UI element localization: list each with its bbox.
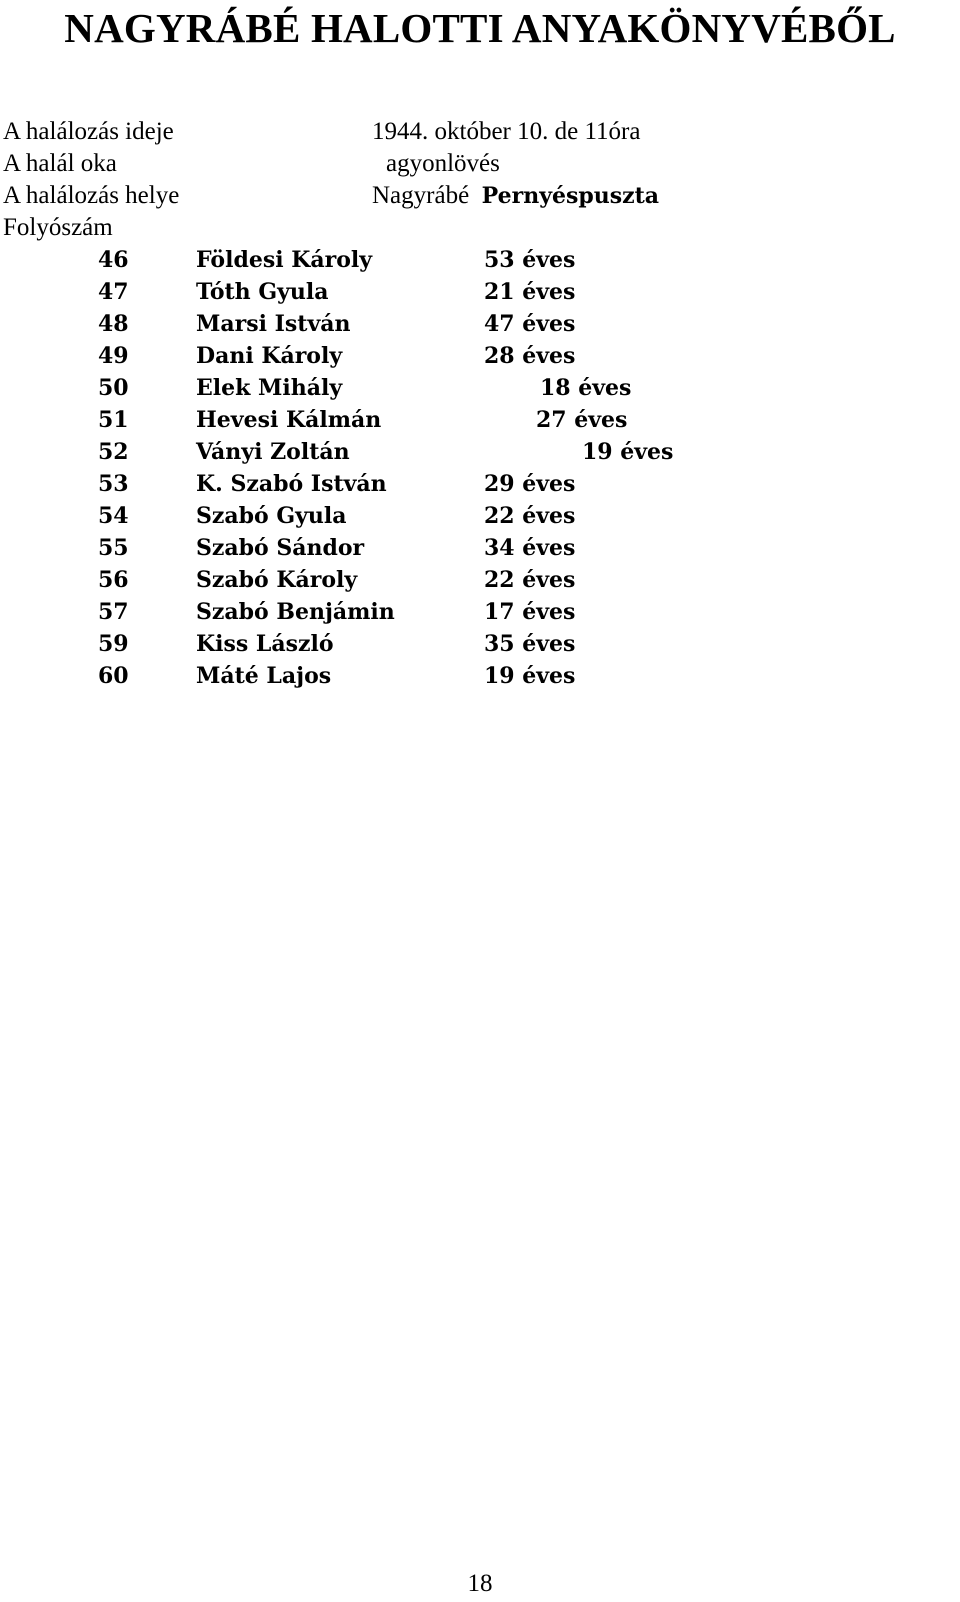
record-name: Tóth Gyula [196,279,329,305]
record-name: Földesi Károly [196,247,373,273]
cause-value: agyonlövés [386,150,500,177]
record-number: 51 [98,407,129,433]
record-number: 49 [98,343,129,369]
list-item [0,372,960,404]
record-name: Kiss László [196,631,334,657]
death-time-value: 1944. október 10. de 11óra [372,118,641,145]
record-name: Máté Lajos [196,663,332,689]
record-number: 59 [98,631,129,657]
record-age: 29 éves [484,471,576,497]
record-name: Szabó Sándor [196,535,365,561]
record-age: 22 éves [484,567,576,593]
record-name: Marsi István [196,311,351,337]
page-number: 18 [467,1570,493,1597]
record-number: 47 [98,279,129,305]
place-value [372,180,659,212]
record-name: Szabó Benjámin [196,599,395,625]
record-age: 19 éves [582,439,674,465]
record-age: 18 éves [540,375,632,401]
record-number: 48 [98,311,129,337]
record-name: K. Szabó István [196,471,387,497]
record-age: 19 éves [484,663,576,689]
record-number: 52 [98,439,129,465]
death-time-label: A halálozás ideje [3,118,174,145]
record-number: 57 [98,599,129,625]
record-number: 60 [98,663,129,689]
record-age: 21 éves [484,279,576,305]
record-name: Hevesi Kálmán [196,407,382,433]
record-age: 53 éves [484,247,576,273]
record-age: 22 éves [484,503,576,529]
record-name: Szabó Gyula [196,503,347,529]
record-name: Elek Mihály [196,375,343,401]
place-detail: Pernyéspuszta [481,183,660,209]
record-number: 55 [98,535,129,561]
cause-label: A halál oka [3,150,117,177]
record-number: 53 [98,471,129,497]
record-name: Ványi Zoltán [196,439,350,465]
list-item [0,276,960,308]
record-number: 56 [98,567,129,593]
record-age: 34 éves [484,535,576,561]
record-name: Dani Károly [196,343,343,369]
record-number: 50 [98,375,129,401]
record-name: Szabó Károly [196,567,358,593]
list-item [0,404,960,436]
record-number: 46 [98,247,129,273]
place-label: A halálozás helye [3,182,180,209]
record-age: 17 éves [484,599,576,625]
record-age: 27 éves [536,407,628,433]
list-item [0,308,960,340]
list-item [0,532,960,564]
list-item [0,596,960,628]
list-item [0,500,960,532]
record-age: 35 éves [484,631,576,657]
list-item [0,244,960,276]
list-item [0,340,960,372]
record-age: 47 éves [484,311,576,337]
list-item [0,468,960,500]
list-item [0,436,960,468]
list-item [0,628,960,660]
list-item [0,660,960,692]
serial-label: Folyószám [3,214,113,241]
place-town: Nagyrábé [372,182,470,209]
document-title: NAGYRÁBÉ HALOTTI ANYAKÖNYVÉBŐL [64,5,896,51]
record-number: 54 [98,503,129,529]
list-item [0,564,960,596]
record-age: 28 éves [484,343,576,369]
